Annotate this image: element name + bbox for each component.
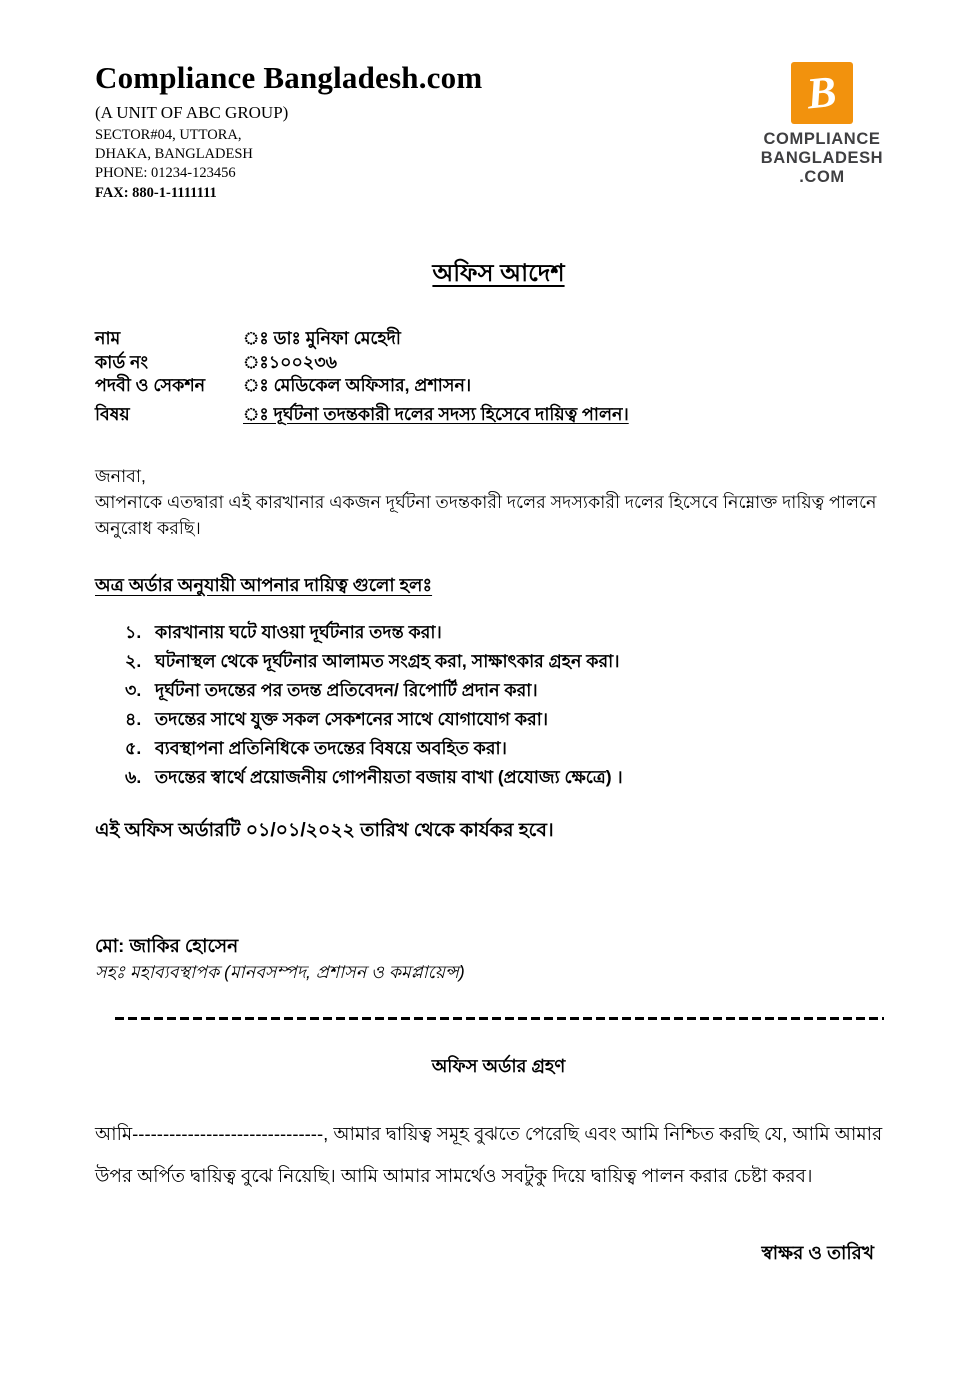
list-item-text: তদন্তের স্বার্থে প্রয়োজনীয় গোপনীয়তা বজায় বাখা (প্রযোজ্য ক্ষেত্রে) । bbox=[155, 767, 623, 787]
field-row-card-no bbox=[95, 351, 902, 375]
field-label-name: নাম bbox=[95, 328, 121, 348]
logo-word-bangladesh: BANGLADESH bbox=[760, 149, 884, 167]
signatory-block bbox=[95, 932, 902, 985]
field-value-subject: ঃ দূর্ঘটনা তদন্তকারী দলের সদস্য হিসেবে দায়িত্ব পালন। bbox=[243, 403, 629, 424]
list-item-number: ৪. bbox=[125, 709, 142, 729]
company-unit-line: (A UNIT OF ABC GROUP) bbox=[95, 103, 289, 122]
acceptance-paragraph: আমি-------------------------------, আমার দ্বায়িত্ব সমূহ বুঝতে পেরেছি এবং আমি নিশ্চিত করছি যে, আমি আমার উপর অর্পিত দ্বায়িত্ব বুঝে নিয়েছি। আমি আমার সামর্থেও সবটুকু দিয়ে দ্বায়িত্ব পালন করার চেষ্টা করব। bbox=[95, 1123, 883, 1186]
effective-date-line: এই অফিস অর্ডারটি ০১/০১/২০২২ তারিখ থেকে কার্যকর হবে। bbox=[95, 820, 554, 841]
list-item-number: ১. bbox=[125, 622, 142, 642]
list-item-text: ঘটনাস্থল থেকে দূর্ঘটনার আলামত সংগ্রহ করা, সাক্ষাৎকার গ্রহন করা। bbox=[155, 651, 620, 671]
list-item-number: ৫. bbox=[125, 738, 142, 758]
duties-list bbox=[95, 618, 902, 792]
document-title: অফিস আদেশ bbox=[432, 260, 565, 287]
list-item bbox=[95, 705, 902, 734]
field-value-name: ঃ ডাঃ মুনিফা মেহেদী bbox=[243, 328, 401, 348]
logo-monogram-icon bbox=[791, 62, 853, 124]
list-item-text: কারখানায় ঘটে যাওয়া দূর্ঘটনার তদন্ত করা। bbox=[155, 622, 442, 642]
company-name: Compliance Bangladesh.com bbox=[95, 60, 483, 95]
dashed-divider bbox=[115, 1017, 884, 1020]
list-item bbox=[95, 734, 902, 763]
company-address-line-2: DHAKA, BANGLADESH bbox=[95, 146, 253, 162]
field-row-name bbox=[95, 327, 902, 351]
list-item bbox=[95, 676, 902, 705]
list-item-number: ৬. bbox=[125, 767, 142, 787]
signatory-title: সহঃ মহাব্যবস্থাপক (মানবসম্পদ, প্রশাসন ও কমপ্লায়েন্স) bbox=[95, 962, 465, 982]
logo-monogram-letter: B bbox=[804, 66, 840, 119]
field-label-designation: পদবী ও সেকশন bbox=[95, 375, 206, 395]
field-value-designation: ঃ মেডিকেল অফিসার, প্রশাসন। bbox=[243, 375, 472, 395]
field-row-designation bbox=[95, 374, 902, 398]
logo-wordmark bbox=[742, 130, 902, 187]
list-item-text: তদন্তের সাথে যুক্ত সকল সেকশনের সাথে যোগাযোগ করা। bbox=[155, 709, 549, 729]
logo-word-compliance: COMPLIANCE bbox=[763, 130, 881, 148]
list-item bbox=[95, 647, 902, 676]
field-list bbox=[95, 327, 902, 426]
duties-heading: অত্র অর্ডার অনুযায়ী আপনার দায়িত্ব গুলো হলঃ bbox=[95, 575, 433, 595]
acceptance-heading: অফিস অর্ডার গ্রহণ bbox=[431, 1056, 566, 1076]
salutation: জনাবা, bbox=[95, 466, 146, 486]
list-item bbox=[95, 618, 902, 647]
intro-paragraph: আপনাকে এতদ্বারা এই কারখানার একজন দূর্ঘটনা তদন্তকারী দলের সদস্যকারী দলের হিসেবে নিম্নোক্ত দায়িত্ব পালনে অনুরোধ করছি। bbox=[95, 492, 877, 538]
list-item-text: দূর্ঘটনা তদন্তের পর তদন্ত প্রতিবেদন/ রিপোর্টি প্রদান করা। bbox=[155, 680, 538, 700]
field-label-card-no: কার্ড নং bbox=[95, 351, 149, 372]
signatory-name: মো: জাকির হোসেন bbox=[95, 935, 239, 956]
list-item-number: ২. bbox=[125, 651, 142, 671]
company-address-line-1: SECTOR#04, UTTORA, bbox=[95, 127, 242, 143]
field-value-card-no: ঃ১০০২৩৬ bbox=[243, 351, 337, 372]
company-info-block bbox=[95, 60, 482, 203]
field-label-subject: বিষয় bbox=[95, 403, 130, 424]
logo-word-com: .COM bbox=[799, 168, 845, 186]
company-phone: PHONE: 01234-123456 bbox=[95, 165, 236, 181]
signature-date-label: স্বাক্ষর ও তারিখ bbox=[761, 1242, 874, 1263]
list-item-number: ৩. bbox=[125, 680, 142, 700]
list-item-text: ব্যবস্থাপনা প্রতিনিধিকে তদন্তের বিষয়ে অবহিত করা। bbox=[155, 738, 507, 758]
field-row-subject bbox=[95, 403, 902, 427]
company-logo bbox=[742, 62, 902, 187]
list-item bbox=[95, 763, 902, 792]
company-fax: FAX: 880-1-1111111 bbox=[95, 185, 217, 201]
letterhead bbox=[95, 60, 902, 203]
